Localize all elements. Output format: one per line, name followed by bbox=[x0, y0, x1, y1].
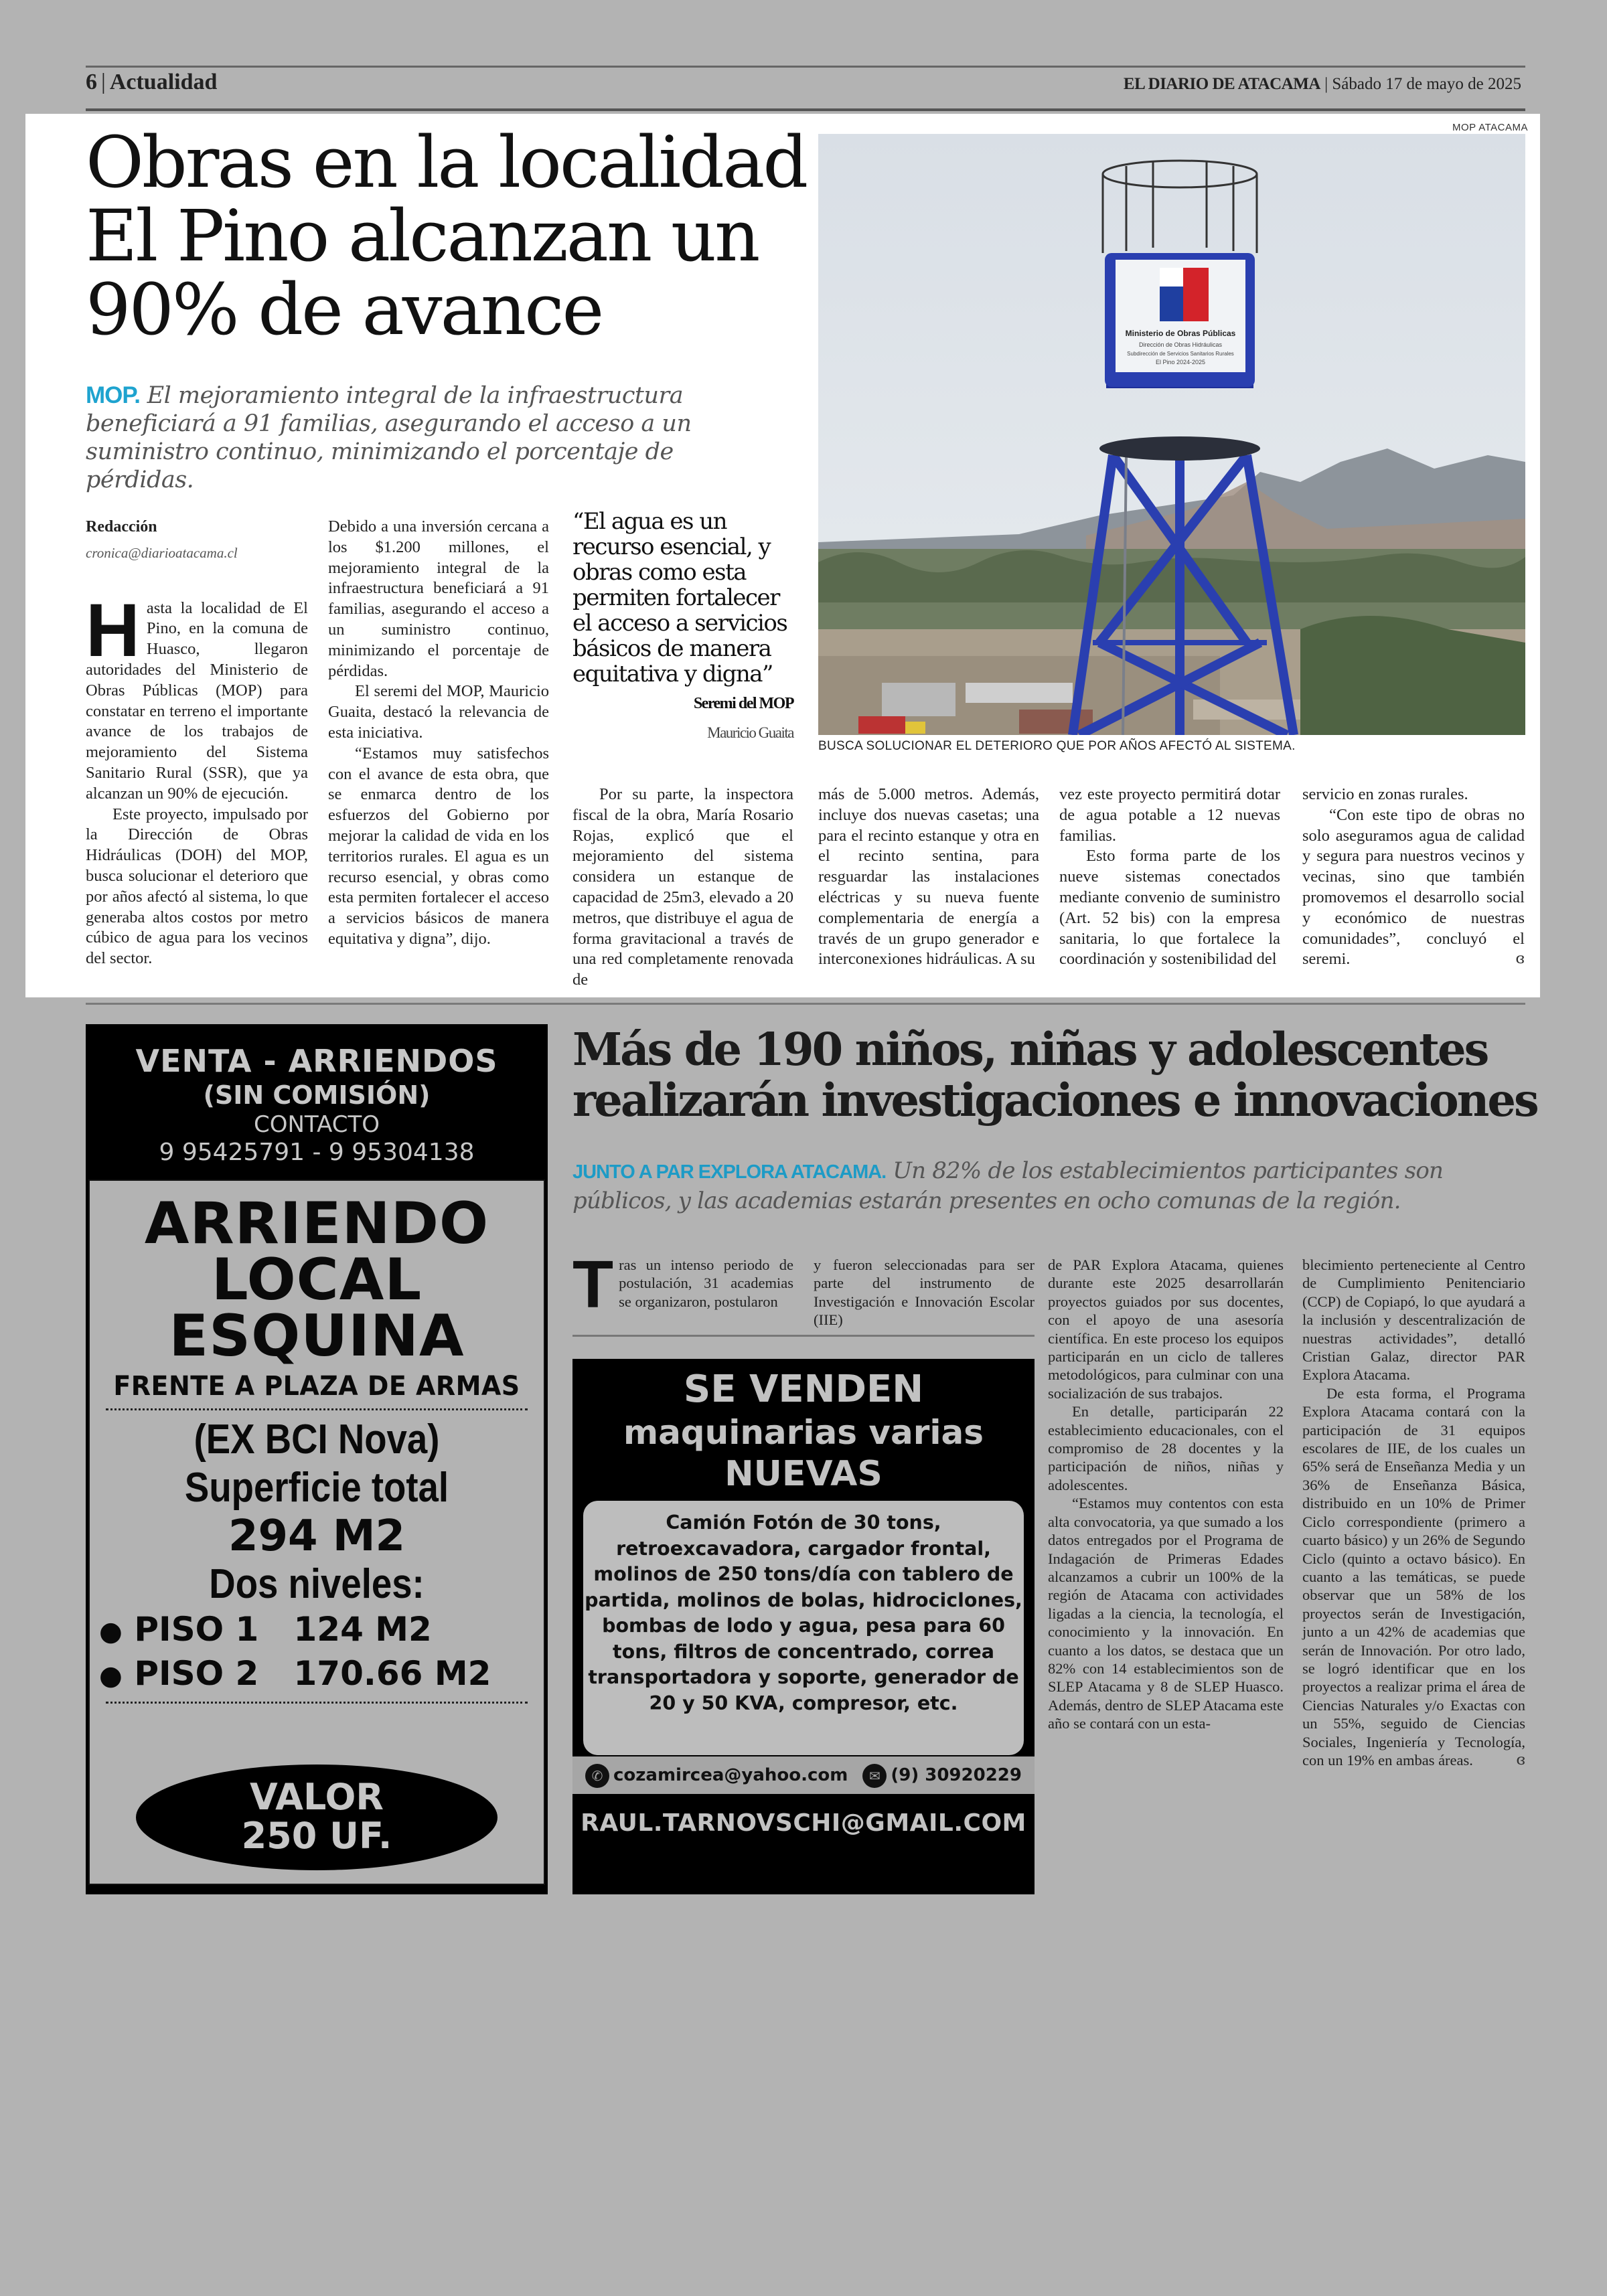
article2-column-c bbox=[1048, 1256, 1284, 1733]
column-divider bbox=[572, 1335, 1035, 1337]
sign-line-4: El Pino 2024-2025 bbox=[1155, 359, 1206, 365]
page-number: 6 bbox=[86, 70, 97, 94]
ad-price-value: 250 UF. bbox=[241, 1815, 392, 1857]
ad-item-list: Camión Fotón de 30 tons, retroexcavadora, cargador frontal, molinos de 250 tons/día con tablero de partida, molinos de bolas, hidrociclones, bombas de lodo y agua, pesa para 60 tons, filtros de concentrado, correa transportadora y soporte, generador de 20 y 50 KVA, compresor, etc. bbox=[583, 1501, 1024, 1755]
contact-email-item[interactable]: ✆ cozamircea@yahoo.com bbox=[585, 1756, 848, 1794]
headline-line: El Pino alcanzan un bbox=[86, 195, 759, 277]
deck-kicker: JUNTO A PAR EXPLORA ATACAMA. bbox=[572, 1161, 887, 1183]
headline-line: Más de 190 niños, niñas y adolescentes bbox=[572, 1023, 1488, 1076]
ad-subtitle: (SIN COMISIÓN) bbox=[203, 1080, 431, 1110]
article-column-1 bbox=[86, 517, 308, 969]
issue-date: Sábado 17 de mayo de 2025 bbox=[1332, 75, 1521, 93]
photo-caption: BUSCA SOLUCIONAR EL DETERIORO QUE POR AÑOS AFECTÓ AL SISTEMA. bbox=[818, 739, 1296, 753]
separator: | bbox=[1324, 75, 1332, 93]
end-mark-icon: ɞ bbox=[1516, 1751, 1525, 1769]
ad-contact-label: CONTACTO bbox=[254, 1111, 380, 1138]
ad-location: FRENTE A PLAZA DE ARMAS bbox=[113, 1371, 520, 1402]
ad-surface-label: Superficie total bbox=[184, 1465, 449, 1511]
header-bottom-rule bbox=[86, 108, 1525, 111]
byline-email[interactable]: cronica@diarioatacama.cl bbox=[86, 544, 238, 561]
ad-floor-1: ● PISO 1 124 M2 bbox=[99, 1610, 432, 1649]
water-tower-photo bbox=[818, 134, 1525, 735]
paragraph: Debido a una inversión cercana a los $1.200 millones, el mejoramiento integral de la infraestructura beneficiará a 91 familias, asegurando el acceso a un suministro continuo, minimizando el porcentaje de pérdidas. bbox=[328, 517, 549, 680]
ad-surface-value: 294 M2 bbox=[228, 1511, 406, 1561]
article-column-2 bbox=[328, 517, 549, 950]
article2-column-b bbox=[814, 1256, 1035, 1329]
sign-line-1: Ministerio de Obras Públicas bbox=[1125, 329, 1236, 338]
ad-title: SE VENDEN bbox=[683, 1368, 924, 1411]
deck-kicker: MOP. bbox=[86, 382, 140, 408]
phone-icon: ✆ bbox=[585, 1764, 609, 1788]
water-tower-image bbox=[818, 134, 1525, 735]
article-column-4 bbox=[818, 785, 1039, 970]
paragraph: Este proyecto, impulsado por la Dirección de Obras Hidráulicas (DOH) del MOP, busca solucionar el deterioro que por años afectó al sistema, lo que generaba altos costos por metro cúbico de agua para los vecinos del sector. bbox=[86, 805, 308, 968]
machinery-ad bbox=[572, 1359, 1035, 1894]
dotted-divider bbox=[106, 1702, 528, 1704]
paragraph: de PAR Explora Atacama, quienes durante este 2025 desarrollarán proyectos guiados por sus docentes, con el apoyo de una asesoría científica. En este proceso los equipos participarán en un ciclo de talleres metodológicos, para culminar con una socialización de sus trabajos. bbox=[1048, 1256, 1284, 1402]
photo-credit: MOP ATACAMA bbox=[1452, 122, 1528, 133]
article-headline bbox=[86, 121, 809, 351]
headline-line: 90% de avance bbox=[86, 268, 603, 351]
contact-phone-item[interactable]: ✉ (9) 30920229 bbox=[862, 1756, 1022, 1794]
ad-subtitle: maquinarias varias bbox=[623, 1413, 984, 1452]
real-estate-ad bbox=[86, 1024, 548, 1894]
sign-line-2: Dirección de Obras Hidráulicas bbox=[1138, 341, 1223, 348]
ad-price-label: VALOR bbox=[250, 1776, 384, 1818]
masthead-info bbox=[1124, 75, 1521, 94]
pull-quote-role: Seremi del MOP bbox=[693, 695, 793, 712]
section-label bbox=[86, 70, 217, 95]
article2-headline bbox=[572, 1024, 1543, 1126]
deck-text: El mejoramiento integral de la infraestructura beneficiará a 91 familias, asegurando el acceso a un suministro continuo, minimizando el porcentaje de pérdidas. bbox=[86, 382, 692, 493]
byline-author: Redacción bbox=[86, 518, 157, 536]
ad-phones[interactable]: 9 95425791 - 9 95304138 bbox=[159, 1139, 475, 1166]
bullet-icon: ● bbox=[99, 1616, 123, 1647]
paragraph: “Estamos muy contentos con esta alta convocatoria, ya que sumado a los datos entregados por el Programa de Indagación de Primeras Edades alcanzamos a cubrir un 100% de la región de Atacama con actividades ligadas a la ciencia, la tecnología, el conocimiento y la innovación. En cuanto a los datos, se destaca que un 82% con 14 establecimientos son de SLEP Atacama y 8 de SLEP Huasco. Además, dentro de SLEP Atacama este año se contará con un esta- bbox=[1048, 1495, 1284, 1732]
section-divider bbox=[86, 1003, 1525, 1005]
headline-line: Obras en la localidad bbox=[86, 121, 807, 203]
deck-text: Un 82% de los establecimientos participantes son públicos, y las academias estarán presentes en ocho comunas de la región. bbox=[572, 1157, 1444, 1214]
paragraph: Hasta la localidad de El Pino, en la comuna de Huasco, llegaron autoridades del Ministerio de Obras Públicas (MOP) para constatar en terreno el importante avance de los trabajos de mejoramiento del Sistema Sanitario Rural (SSR), que ya alcanzan un 90% de ejecución. bbox=[86, 588, 308, 803]
ad-former-tenant: (EX BCI Nova) bbox=[194, 1416, 440, 1463]
paragraph: Por su parte, la inspectora fiscal de la obra, María Rosario Rojas, explicó que el mejoramiento del sistema considera un estanque de capacidad de 25m3, elevado a 20 metros, que distribuye el agua de forma gravitacional a través de una red completamente renovada de bbox=[572, 785, 793, 989]
article2-deck bbox=[572, 1157, 1537, 1216]
ad-contact-bar bbox=[572, 1756, 1035, 1794]
pull-quote-text: “El agua es un recurso esencial, y obras como esta permiten fortalecer el acceso a servicios básicos de manera equitativa y digna” bbox=[572, 508, 787, 687]
section-name: Actualidad bbox=[109, 70, 218, 94]
paragraph: En detalle, participarán 22 establecimiento educacionales, con el compromiso de 28 docentes y la participación de niños, niñas y adolescentes. bbox=[1048, 1403, 1284, 1493]
ad-big-line: ESQUINA bbox=[169, 1303, 465, 1370]
pull-quote bbox=[572, 509, 793, 746]
bullet-icon: ● bbox=[99, 1660, 123, 1691]
ad-title: VENTA - ARRIENDOS bbox=[135, 1043, 498, 1079]
drop-cap: H bbox=[86, 588, 140, 672]
newspaper-name: EL DIARIO DE ATACAMA bbox=[1123, 75, 1320, 93]
paragraph: Tras un intenso periodo de postulación, 31 academias se organizaron, postularon bbox=[572, 1247, 793, 1322]
sign-line-3: Subdirección de Servicios Sanitarios Rurales bbox=[1127, 351, 1234, 357]
ad-subtitle-2: NUEVAS bbox=[724, 1454, 883, 1494]
ad-big-line: ARRIENDO bbox=[144, 1190, 489, 1257]
ad-big-line: LOCAL bbox=[211, 1246, 423, 1313]
paragraph: vez este proyecto permitirá dotar de agua potable a 12 nuevas familias. bbox=[1059, 785, 1280, 845]
paragraph: servicio en zonas rurales. bbox=[1302, 785, 1468, 803]
pull-quote-name: Mauricio Guaita bbox=[707, 724, 793, 741]
ad-email[interactable]: RAUL.TARNOVSCHI@GMAIL.COM bbox=[581, 1809, 1026, 1837]
ad-header bbox=[86, 1024, 548, 1179]
ad-body bbox=[88, 1179, 545, 1885]
article-deck bbox=[86, 382, 702, 494]
paragraph: “Estamos muy satisfechos con el avance de esta obra, que se enmarca dentro de los esfuerzos del Gobierno por mejorar la calidad de vida en los territorios rurales. El agua es un recurso esencial, y obras como esta permiten fortalecer el acceso a servicios básicos de manera equitativa y digna”, dijo. bbox=[328, 744, 549, 948]
header-top-rule bbox=[86, 66, 1525, 68]
ad-floor-2: ● PISO 2 170.66 M2 bbox=[99, 1653, 491, 1693]
article2-column-a bbox=[572, 1247, 793, 1322]
drop-cap: T bbox=[572, 1247, 614, 1322]
paragraph: De esta forma, el Programa Explora Atacama contará con la participación de 31 equipos escolares de IIE, de los cuales un 65% será de Enseñanza Media y un 36% de Enseñanza Básica, distribuido en un 10% de Primer Ciclo correspondiente (primero a cuarto básico) y un 26% de Segundo Ciclo (quinto a octavo básico). En cuanto a las temáticas, se puede observar que un 58% de los proyectos serán de Investigación, junto a un 42% de academias que serán de Innovación. Por otro lado, se logró identificar que en los proyectos a realizar prima el área de Ciencias Naturales y/o Exactas con un 55%, seguido de Ciencias Sociales, Ingeniería y Tecnología, con un 19% en ambas áreas. ɞ bbox=[1302, 1384, 1525, 1769]
mail-icon: ✉ bbox=[862, 1764, 887, 1788]
paragraph: “Con este tipo de obras no solo aseguramos agua de calidad y segura para nuestros vecinos y vecinas, sino que también promovemos el desarrollo social y económico de nuestras comunidades”, concluyó el seremi. ɞ bbox=[1302, 805, 1525, 970]
article-column-5 bbox=[1059, 785, 1280, 970]
article2-column-d bbox=[1302, 1256, 1525, 1769]
paragraph: más de 5.000 metros. Además, incluye dos nuevas casetas; una para el recinto estanque y otra en el recinto sentina, para resguardar las instalaciones eléctricas y su nueva fuente complementaria de energía a través de un grupo generador e interconexiones hidráulicas. A su bbox=[818, 785, 1039, 969]
article-column-3 bbox=[572, 785, 793, 991]
paragraph: Esto forma parte de los nueve sistemas conectados mediante convenio de suministro (Art. 52 bis) con la empresa sanitaria, lo que fortalece la coordinación y sostenibilidad del bbox=[1059, 847, 1280, 969]
separator: | bbox=[101, 70, 106, 94]
end-mark-icon: ɞ bbox=[1515, 951, 1525, 968]
paragraph: blecimiento perteneciente al Centro de Cumplimiento Penitenciario (CCP) de Copiapó, lo que ayudará a la inclusión y descentralización de nuestras actividades”, detalló Cristian Galaz, director PAR Explora Atacama. bbox=[1302, 1256, 1525, 1384]
article-column-6 bbox=[1302, 785, 1525, 970]
ad-levels-label: Dos niveles: bbox=[209, 1561, 425, 1607]
paragraph: El seremi del MOP, Mauricio Guaita, destacó la relevancia de esta iniciativa. bbox=[328, 682, 549, 742]
paragraph: y fueron seleccionadas para ser parte del instrumento de Investigación e Innovación Escolar (IIE) bbox=[814, 1256, 1035, 1329]
headline-line: realizarán investigaciones e innovaciones bbox=[572, 1074, 1537, 1127]
ad-price-oval bbox=[136, 1765, 498, 1870]
dotted-divider bbox=[106, 1408, 528, 1410]
